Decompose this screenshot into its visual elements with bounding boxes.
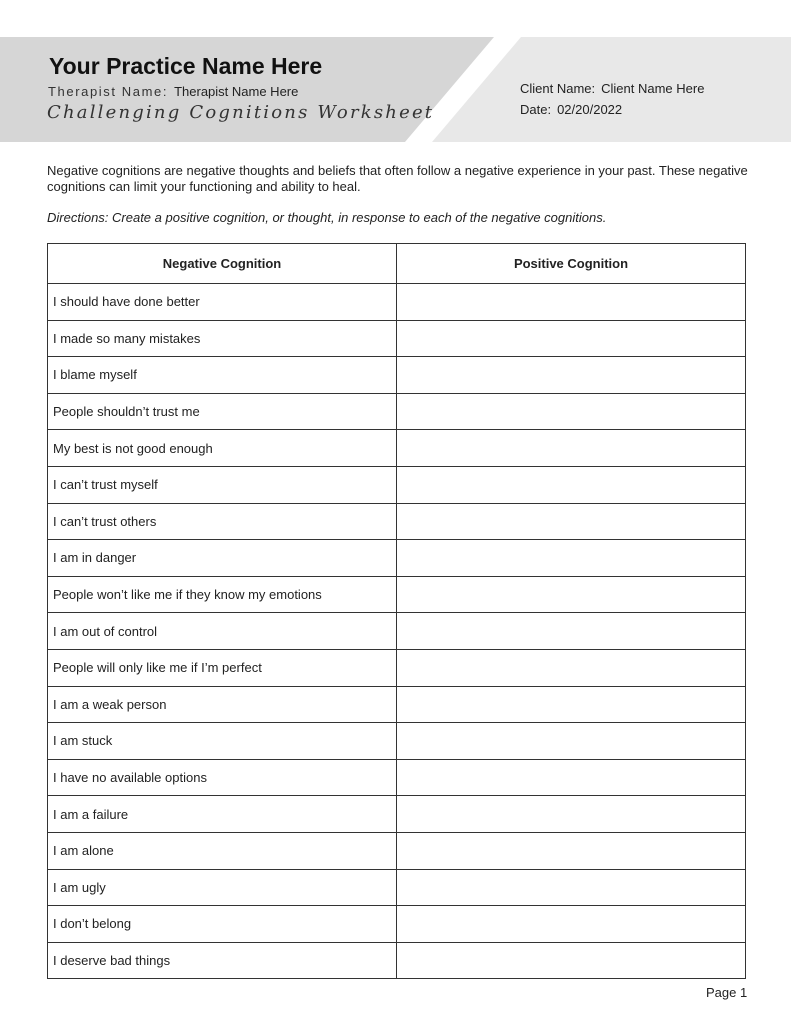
negative-cognition-cell: People shouldn’t trust me [48, 393, 397, 430]
therapist-field[interactable]: Therapist Name Here [174, 84, 299, 99]
negative-cognition-cell: I am a failure [48, 796, 397, 833]
positive-cognition-input[interactable] [397, 649, 746, 686]
negative-cognition-cell: My best is not good enough [48, 430, 397, 467]
negative-cognition-cell: I blame myself [48, 357, 397, 394]
positive-cognition-input[interactable] [397, 869, 746, 906]
positive-cognition-input[interactable] [397, 686, 746, 723]
negative-cognition-cell: I am in danger [48, 540, 397, 577]
table-row [48, 613, 746, 650]
positive-cognition-input[interactable] [397, 906, 746, 943]
table-row [48, 649, 746, 686]
positive-cognition-input[interactable] [397, 320, 746, 357]
negative-cognition-cell: I am out of control [48, 613, 397, 650]
positive-cognition-input[interactable] [397, 576, 746, 613]
table-row [48, 503, 746, 540]
negative-cognition-cell: I am a weak person [48, 686, 397, 723]
table-row [48, 832, 746, 869]
positive-cognition-input[interactable] [397, 759, 746, 796]
date-row [520, 102, 622, 117]
positive-cognition-input[interactable] [397, 540, 746, 577]
therapist-label: Therapist Name: [48, 84, 169, 99]
table-row [48, 723, 746, 760]
worksheet-title: Challenging Cognitions Worksheet [47, 102, 435, 123]
positive-cognition-input[interactable] [397, 613, 746, 650]
client-row [520, 81, 704, 96]
table-row [48, 466, 746, 503]
practice-name: Your Practice Name Here [49, 53, 323, 79]
client-label: Client Name: [520, 81, 596, 96]
negative-cognition-cell: I can’t trust myself [48, 466, 397, 503]
table-row [48, 320, 746, 357]
table-row [48, 906, 746, 943]
negative-cognition-cell: I have no available options [48, 759, 397, 796]
header-positive-cognition: Positive Cognition [397, 244, 746, 284]
table-body [48, 284, 746, 979]
positive-cognition-input[interactable] [397, 357, 746, 394]
table-row [48, 869, 746, 906]
positive-cognition-input[interactable] [397, 466, 746, 503]
positive-cognition-input[interactable] [397, 284, 746, 321]
table-row [48, 540, 746, 577]
negative-cognition-cell: I should have done better [48, 284, 397, 321]
positive-cognition-input[interactable] [397, 942, 746, 979]
date-label: Date: [520, 102, 552, 117]
table-row [48, 686, 746, 723]
table-row [48, 430, 746, 467]
table-header-row [48, 244, 746, 284]
therapist-row [48, 84, 298, 99]
negative-cognition-cell: People won’t like me if they know my emotions [48, 576, 397, 613]
client-field[interactable]: Client Name Here [601, 81, 705, 96]
intro-paragraph: Negative cognitions are negative thoughts and beliefs that often follow a negative experience in your past. These negative cognitions can limit your functioning and ability to heal. [47, 163, 748, 194]
table-row [48, 357, 746, 394]
table-row [48, 393, 746, 430]
header-negative-cognition: Negative Cognition [48, 244, 397, 284]
negative-cognition-cell: I don’t belong [48, 906, 397, 943]
positive-cognition-input[interactable] [397, 503, 746, 540]
negative-cognition-cell: I am ugly [48, 869, 397, 906]
positive-cognition-input[interactable] [397, 723, 746, 760]
directions-text: Directions: Create a positive cognition, or thought, in response to each of the negative cognitions. [47, 210, 607, 225]
negative-cognition-cell: I deserve bad things [48, 942, 397, 979]
negative-cognition-cell: I can’t trust others [48, 503, 397, 540]
positive-cognition-input[interactable] [397, 796, 746, 833]
negative-cognition-cell: People will only like me if I’m perfect [48, 649, 397, 686]
table-row [48, 576, 746, 613]
positive-cognition-input[interactable] [397, 393, 746, 430]
table-row [48, 942, 746, 979]
negative-cognition-cell: I am alone [48, 832, 397, 869]
negative-cognition-cell: I made so many mistakes [48, 320, 397, 357]
page-number: Page 1 [706, 985, 748, 1000]
positive-cognition-input[interactable] [397, 430, 746, 467]
date-field[interactable]: 02/20/2022 [557, 102, 623, 117]
cognitions-table [47, 243, 746, 979]
table-row [48, 796, 746, 833]
table-row [48, 759, 746, 796]
table-row [48, 284, 746, 321]
positive-cognition-input[interactable] [397, 832, 746, 869]
negative-cognition-cell: I am stuck [48, 723, 397, 760]
